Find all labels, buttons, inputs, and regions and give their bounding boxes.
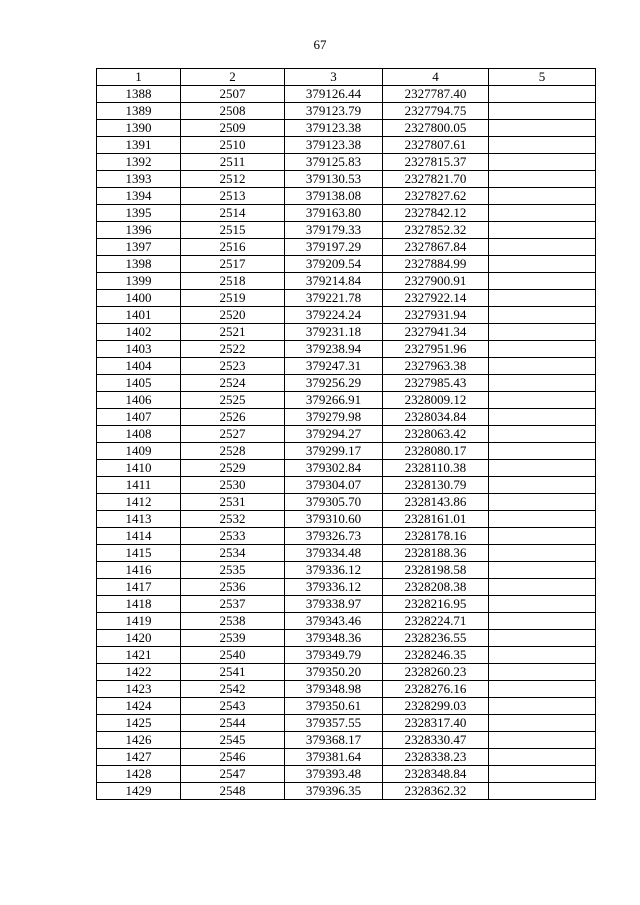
table-cell: 379126.44 <box>285 86 383 103</box>
table-cell: 2328299.03 <box>383 698 489 715</box>
table-cell: 379266.91 <box>285 392 383 409</box>
table-cell <box>489 137 596 154</box>
table-cell: 379396.35 <box>285 783 383 800</box>
table-cell: 2327941.34 <box>383 324 489 341</box>
table-cell: 1415 <box>97 545 181 562</box>
table-cell: 1422 <box>97 664 181 681</box>
table-row <box>97 511 596 528</box>
table-cell: 1409 <box>97 443 181 460</box>
table-cell: 1419 <box>97 613 181 630</box>
table-cell: 379123.79 <box>285 103 383 120</box>
table-cell: 2511 <box>181 154 285 171</box>
table-row <box>97 358 596 375</box>
table-row <box>97 562 596 579</box>
table-cell: 1391 <box>97 137 181 154</box>
column-header-2: 2 <box>181 69 285 86</box>
table-cell: 379336.12 <box>285 562 383 579</box>
table-cell: 1402 <box>97 324 181 341</box>
table-row <box>97 426 596 443</box>
table-cell: 2521 <box>181 324 285 341</box>
table-cell: 1428 <box>97 766 181 783</box>
table-cell <box>489 171 596 188</box>
table-cell <box>489 664 596 681</box>
table-cell: 379357.55 <box>285 715 383 732</box>
table-cell: 379326.73 <box>285 528 383 545</box>
table-cell: 2328009.12 <box>383 392 489 409</box>
table-row <box>97 154 596 171</box>
table-cell: 2525 <box>181 392 285 409</box>
table-cell: 379138.08 <box>285 188 383 205</box>
table-row <box>97 205 596 222</box>
table-row <box>97 409 596 426</box>
table-cell: 379179.33 <box>285 222 383 239</box>
table-cell: 2509 <box>181 120 285 137</box>
column-header-3: 3 <box>285 69 383 86</box>
table-cell: 2328362.32 <box>383 783 489 800</box>
table-cell <box>489 341 596 358</box>
table-row <box>97 596 596 613</box>
table-cell: 2327827.62 <box>383 188 489 205</box>
table-cell <box>489 358 596 375</box>
table-cell: 379305.70 <box>285 494 383 511</box>
table-cell <box>489 409 596 426</box>
page-number: 67 <box>313 37 327 52</box>
table-cell: 379130.53 <box>285 171 383 188</box>
table-cell: 2328246.35 <box>383 647 489 664</box>
table-cell: 2523 <box>181 358 285 375</box>
table-cell: 1426 <box>97 732 181 749</box>
table-cell: 1429 <box>97 783 181 800</box>
table-cell: 1420 <box>97 630 181 647</box>
table-cell: 2548 <box>181 783 285 800</box>
table-cell: 1417 <box>97 579 181 596</box>
table-cell: 2328208.38 <box>383 579 489 596</box>
table-cell <box>489 273 596 290</box>
table-cell: 1388 <box>97 86 181 103</box>
table-cell: 379350.61 <box>285 698 383 715</box>
table-row <box>97 341 596 358</box>
table-header-row <box>97 69 596 86</box>
table-cell: 2327985.43 <box>383 375 489 392</box>
table-row <box>97 545 596 562</box>
table-cell: 2515 <box>181 222 285 239</box>
table-cell: 1390 <box>97 120 181 137</box>
table-cell: 379338.97 <box>285 596 383 613</box>
table-row <box>97 647 596 664</box>
table-cell: 2328188.36 <box>383 545 489 562</box>
table-cell <box>489 613 596 630</box>
table-cell: 2327842.12 <box>383 205 489 222</box>
table-cell: 379279.98 <box>285 409 383 426</box>
table-cell: 2328236.55 <box>383 630 489 647</box>
coordinates-table <box>96 68 596 800</box>
table-cell: 2327931.94 <box>383 307 489 324</box>
table-cell: 1416 <box>97 562 181 579</box>
table-row <box>97 783 596 800</box>
table-cell: 1393 <box>97 171 181 188</box>
column-header-1: 1 <box>97 69 181 86</box>
table-cell <box>489 528 596 545</box>
table-row <box>97 698 596 715</box>
table-cell: 1424 <box>97 698 181 715</box>
table-row <box>97 460 596 477</box>
table-cell: 2507 <box>181 86 285 103</box>
table-row <box>97 715 596 732</box>
table-cell: 379334.48 <box>285 545 383 562</box>
table-cell: 1421 <box>97 647 181 664</box>
table-cell: 1392 <box>97 154 181 171</box>
table-row <box>97 681 596 698</box>
table-cell: 2328224.71 <box>383 613 489 630</box>
table-cell: 1423 <box>97 681 181 698</box>
table-cell: 1398 <box>97 256 181 273</box>
table-cell: 1389 <box>97 103 181 120</box>
table-cell: 379348.36 <box>285 630 383 647</box>
table-cell: 379349.79 <box>285 647 383 664</box>
table-cell: 2522 <box>181 341 285 358</box>
table-cell: 2534 <box>181 545 285 562</box>
table-cell: 2547 <box>181 766 285 783</box>
table-cell: 379310.60 <box>285 511 383 528</box>
table-cell: 379197.29 <box>285 239 383 256</box>
table-row <box>97 273 596 290</box>
table-cell <box>489 749 596 766</box>
table-row <box>97 256 596 273</box>
table-cell <box>489 324 596 341</box>
table-cell: 1397 <box>97 239 181 256</box>
table-cell <box>489 460 596 477</box>
table-cell: 1413 <box>97 511 181 528</box>
table-cell: 379256.29 <box>285 375 383 392</box>
table-cell <box>489 681 596 698</box>
table-cell <box>489 511 596 528</box>
table-cell <box>489 426 596 443</box>
table-cell: 2328198.58 <box>383 562 489 579</box>
table-cell: 2540 <box>181 647 285 664</box>
table-row <box>97 443 596 460</box>
table-cell: 2328330.47 <box>383 732 489 749</box>
table-cell: 379163.80 <box>285 205 383 222</box>
table-cell: 379302.84 <box>285 460 383 477</box>
table-cell: 2327867.84 <box>383 239 489 256</box>
table-row <box>97 171 596 188</box>
table-cell: 2527 <box>181 426 285 443</box>
table-cell: 379247.31 <box>285 358 383 375</box>
table-cell <box>489 205 596 222</box>
table-cell: 2328034.84 <box>383 409 489 426</box>
table-cell: 2328216.95 <box>383 596 489 613</box>
table-cell <box>489 596 596 613</box>
table-cell: 2327951.96 <box>383 341 489 358</box>
table-cell: 379348.98 <box>285 681 383 698</box>
table-row <box>97 103 596 120</box>
table-cell: 2327884.99 <box>383 256 489 273</box>
table-cell: 2544 <box>181 715 285 732</box>
table-row <box>97 188 596 205</box>
table-cell: 1399 <box>97 273 181 290</box>
table-cell: 379350.20 <box>285 664 383 681</box>
table-cell: 2328260.23 <box>383 664 489 681</box>
table-cell: 379381.64 <box>285 749 383 766</box>
table-cell: 379123.38 <box>285 137 383 154</box>
table-row <box>97 137 596 154</box>
table-row <box>97 528 596 545</box>
table-cell: 2328338.23 <box>383 749 489 766</box>
table-cell: 2514 <box>181 205 285 222</box>
table-cell: 2533 <box>181 528 285 545</box>
table-cell: 2327787.40 <box>383 86 489 103</box>
table-cell: 1427 <box>97 749 181 766</box>
table-cell <box>489 188 596 205</box>
table-row <box>97 477 596 494</box>
table-cell: 2542 <box>181 681 285 698</box>
table-cell: 1410 <box>97 460 181 477</box>
column-header-5: 5 <box>489 69 596 86</box>
table-cell: 2535 <box>181 562 285 579</box>
table-cell: 2328143.86 <box>383 494 489 511</box>
table-cell <box>489 647 596 664</box>
table-cell: 2327800.05 <box>383 120 489 137</box>
table-cell: 2328348.84 <box>383 766 489 783</box>
table-row <box>97 664 596 681</box>
table-cell <box>489 766 596 783</box>
table-cell: 379123.38 <box>285 120 383 137</box>
table-cell: 379336.12 <box>285 579 383 596</box>
table-cell <box>489 154 596 171</box>
table-cell: 2532 <box>181 511 285 528</box>
table-cell: 1411 <box>97 477 181 494</box>
table-cell: 2513 <box>181 188 285 205</box>
table-cell <box>489 375 596 392</box>
table-cell <box>489 732 596 749</box>
table-cell <box>489 86 596 103</box>
table-cell <box>489 290 596 307</box>
table-row <box>97 749 596 766</box>
table-row <box>97 86 596 103</box>
table-cell: 2517 <box>181 256 285 273</box>
table-cell <box>489 222 596 239</box>
table-cell: 2539 <box>181 630 285 647</box>
table-cell: 2328317.40 <box>383 715 489 732</box>
table-cell <box>489 630 596 647</box>
table-cell <box>489 715 596 732</box>
table-cell: 2526 <box>181 409 285 426</box>
table-cell: 1404 <box>97 358 181 375</box>
table-cell: 2518 <box>181 273 285 290</box>
table-cell <box>489 392 596 409</box>
table-cell: 1396 <box>97 222 181 239</box>
table-cell: 1425 <box>97 715 181 732</box>
table-row <box>97 494 596 511</box>
table-row <box>97 290 596 307</box>
table-cell: 2327815.37 <box>383 154 489 171</box>
table-cell: 379221.78 <box>285 290 383 307</box>
table-cell: 2328110.38 <box>383 460 489 477</box>
table-cell: 379231.18 <box>285 324 383 341</box>
table-cell: 2520 <box>181 307 285 324</box>
table-cell: 379368.17 <box>285 732 383 749</box>
table-cell: 379238.94 <box>285 341 383 358</box>
table-cell <box>489 783 596 800</box>
table-cell: 1418 <box>97 596 181 613</box>
table-cell: 1401 <box>97 307 181 324</box>
table-row <box>97 613 596 630</box>
table-cell <box>489 477 596 494</box>
table-cell: 2327852.32 <box>383 222 489 239</box>
table-cell: 2328178.16 <box>383 528 489 545</box>
table-cell: 1400 <box>97 290 181 307</box>
table-cell <box>489 103 596 120</box>
table-row <box>97 239 596 256</box>
table-cell <box>489 698 596 715</box>
table-cell: 2327807.61 <box>383 137 489 154</box>
table-cell <box>489 239 596 256</box>
table-cell: 1394 <box>97 188 181 205</box>
table-cell: 2327900.91 <box>383 273 489 290</box>
table-cell: 2328063.42 <box>383 426 489 443</box>
table-cell: 1403 <box>97 341 181 358</box>
table-body <box>97 86 596 800</box>
table-cell: 2545 <box>181 732 285 749</box>
table-cell <box>489 120 596 137</box>
table-row <box>97 392 596 409</box>
table-cell: 379294.27 <box>285 426 383 443</box>
table-cell: 2541 <box>181 664 285 681</box>
table-cell: 2529 <box>181 460 285 477</box>
table-cell: 379343.46 <box>285 613 383 630</box>
table-cell: 1408 <box>97 426 181 443</box>
table-cell <box>489 494 596 511</box>
table-cell: 379224.24 <box>285 307 383 324</box>
table-cell: 2510 <box>181 137 285 154</box>
table-cell: 2328276.16 <box>383 681 489 698</box>
table-cell: 2328161.01 <box>383 511 489 528</box>
table-cell: 2327821.70 <box>383 171 489 188</box>
table-row <box>97 120 596 137</box>
table-cell <box>489 579 596 596</box>
table-row <box>97 307 596 324</box>
table-cell: 379214.84 <box>285 273 383 290</box>
table-cell: 2327963.38 <box>383 358 489 375</box>
table-row <box>97 222 596 239</box>
table-cell: 2524 <box>181 375 285 392</box>
table-cell <box>489 545 596 562</box>
column-header-4: 4 <box>383 69 489 86</box>
table-cell: 2546 <box>181 749 285 766</box>
table-cell: 2537 <box>181 596 285 613</box>
table-cell: 379393.48 <box>285 766 383 783</box>
table-cell: 2536 <box>181 579 285 596</box>
table-cell: 2543 <box>181 698 285 715</box>
table-cell: 2531 <box>181 494 285 511</box>
table-cell: 379209.54 <box>285 256 383 273</box>
table-cell: 2328080.17 <box>383 443 489 460</box>
table-cell: 2508 <box>181 103 285 120</box>
table-row <box>97 732 596 749</box>
table-cell <box>489 443 596 460</box>
table-cell: 2530 <box>181 477 285 494</box>
table-cell: 1405 <box>97 375 181 392</box>
table-cell: 379304.07 <box>285 477 383 494</box>
table-cell: 2516 <box>181 239 285 256</box>
table-cell: 2327794.75 <box>383 103 489 120</box>
table-row <box>97 324 596 341</box>
table-cell: 1414 <box>97 528 181 545</box>
table-cell <box>489 256 596 273</box>
table-cell: 1407 <box>97 409 181 426</box>
table-cell: 2512 <box>181 171 285 188</box>
table-cell: 379125.83 <box>285 154 383 171</box>
table-row <box>97 630 596 647</box>
table-cell: 1412 <box>97 494 181 511</box>
table-cell: 2328130.79 <box>383 477 489 494</box>
table-row <box>97 375 596 392</box>
table-cell <box>489 562 596 579</box>
table-cell: 1395 <box>97 205 181 222</box>
table-cell: 2519 <box>181 290 285 307</box>
table-row <box>97 766 596 783</box>
table-cell: 2538 <box>181 613 285 630</box>
table-cell <box>489 307 596 324</box>
table-cell: 379299.17 <box>285 443 383 460</box>
table-cell: 2528 <box>181 443 285 460</box>
table-cell: 2327922.14 <box>383 290 489 307</box>
table-cell: 1406 <box>97 392 181 409</box>
table-row <box>97 579 596 596</box>
